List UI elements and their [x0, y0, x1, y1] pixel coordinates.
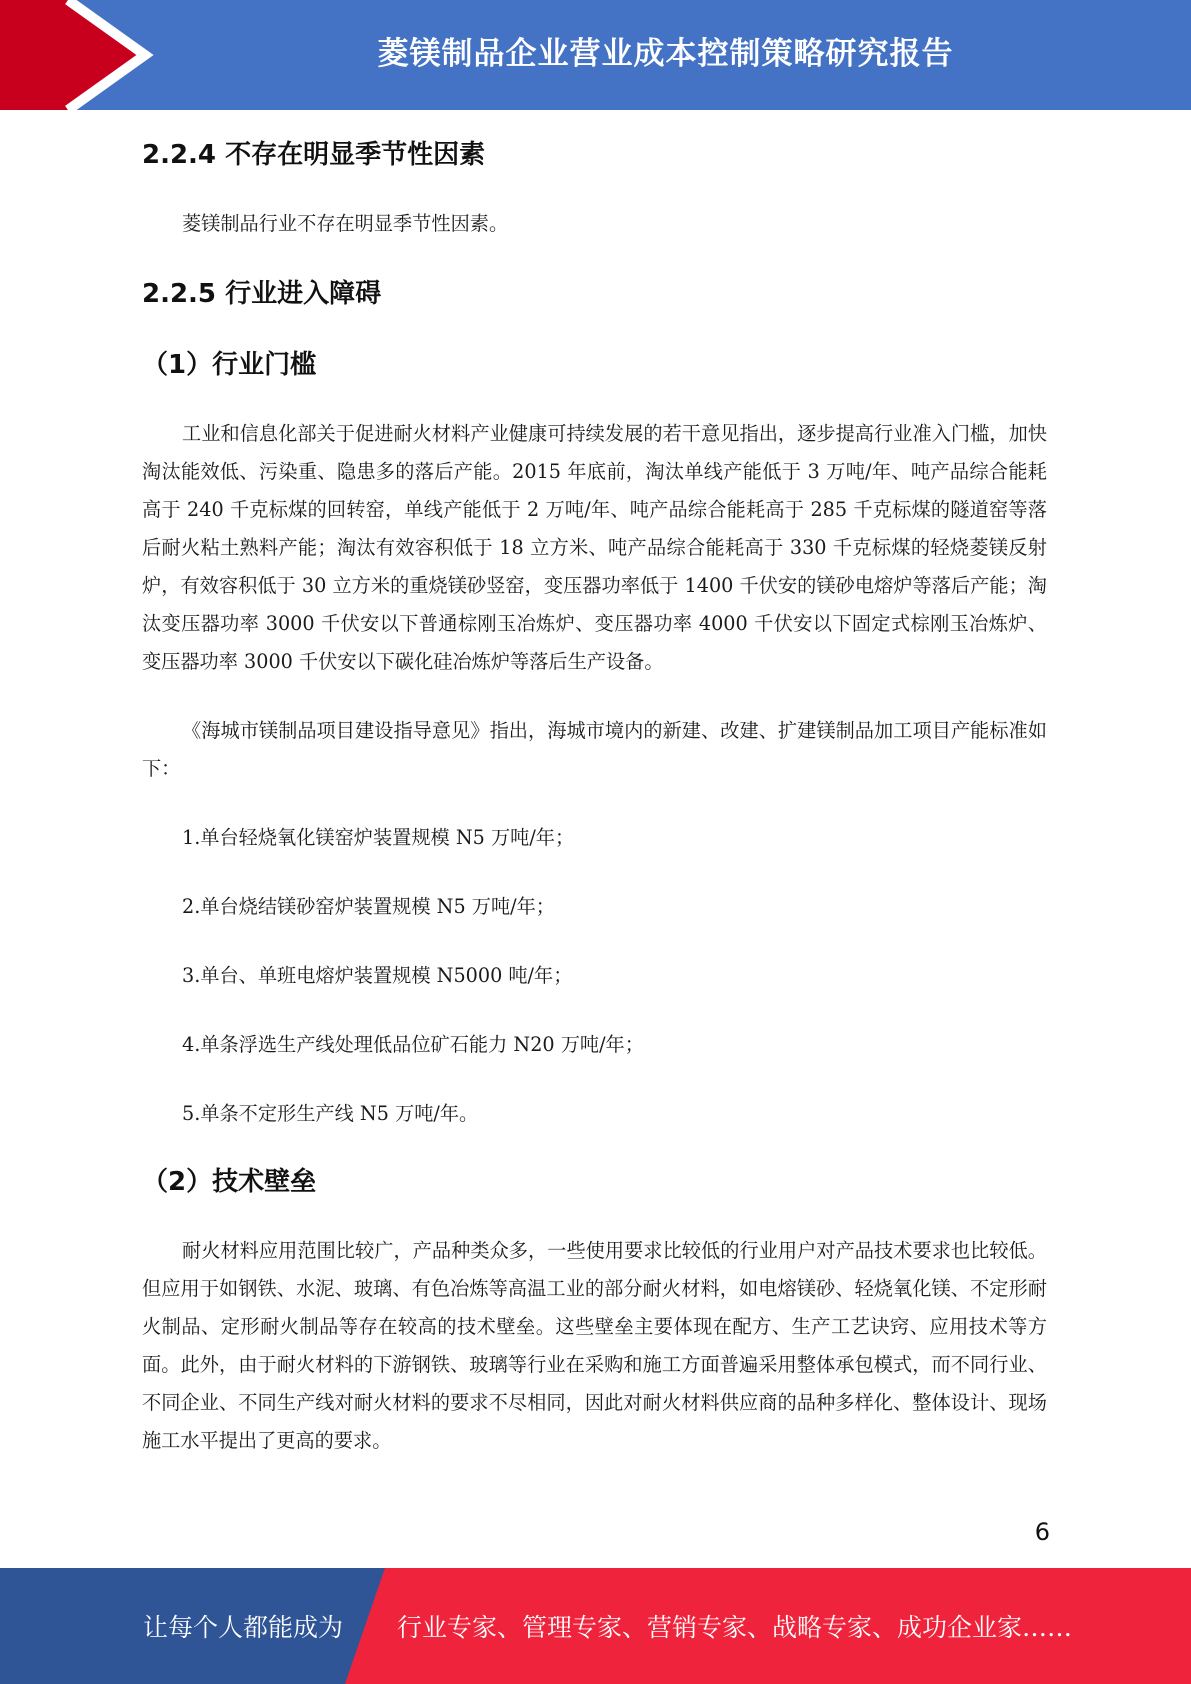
subheading-technical-barriers: （2）技术壁垒: [142, 1167, 317, 1197]
capacity-standard-item: 2.单台烧结镁砂窑炉装置规模 N5 万吨/年；: [182, 895, 555, 918]
technical-barriers-paragraph: 耐火材料应用范围比较广，产品种类众多，一些使用要求比较低的行业用户对产品技术要求也比较低。但应用于如钢铁、水泥、玻璃、有色冶炼等高温工业的部分耐火材料，如电熔镁砂、轻烧氧化镁、不定形耐火制品、定形耐火制品等存在较高的技术壁垒。这些壁垒主要体现在配方、生产工艺诀窍、应用技术等方面。此外，由于耐火材料的下游钢铁、玻璃等行业在采购和施工方面普遍采用整体承包模式，而不同行业、不同企业、不同生产线对耐火材料的要求不尽相同，因此对耐火材料供应商的品种多样化、整体设计、现场施工水平提出了更高的要求。: [142, 1239, 1047, 1452]
subheading-industry-threshold: （1）行业门槛: [142, 350, 317, 380]
section-heading-2-2-4: 2.2.4 不存在明显季节性因素: [142, 140, 486, 170]
section-heading-2-2-5: 2.2.5 行业进入障碍: [142, 279, 382, 309]
capacity-standard-item: 4.单条浮选生产线处理低品位矿石能力 N20 万吨/年；: [182, 1033, 644, 1056]
page-footer: [0, 1568, 1191, 1684]
footer-slogan-left: 让每个人都能成为: [143, 1613, 344, 1642]
page-content: [142, 126, 1047, 1460]
section-2-2-4-paragraph: 菱镁制品行业不存在明显季节性因素。: [182, 212, 509, 235]
industry-threshold-paragraph-2: 《海城市镁制品项目建设指导意见》指出，海城市境内的新建、改建、扩建镁制品加工项目产能标准如下：: [142, 719, 1047, 780]
page-header: [0, 0, 1191, 110]
page-number: 6: [1034, 1518, 1050, 1546]
report-title: 菱镁制品企业营业成本控制策略研究报告: [377, 36, 954, 72]
footer-slogan-right: 行业专家、管理专家、营销专家、战略专家、成功企业家……: [397, 1613, 1073, 1642]
capacity-standard-item: 5.单条不定形生产线 N5 万吨/年。: [182, 1102, 479, 1125]
capacity-standard-item: 3.单台、单班电熔炉装置规模 N5000 吨/年；: [182, 964, 573, 987]
industry-threshold-paragraph-1: 工业和信息化部关于促进耐火材料产业健康可持续发展的若干意见指出，逐步提高行业准入门槛，加快淘汰能效低、污染重、隐患多的落后产能。2015 年底前，淘汰单线产能低于 3 万吨/年、吨产品综合能耗高于 240 千克标煤的回转窑，单线产能低于 2 万吨/年、吨产品综合能耗高于 285 千克标煤的隧道窑等落后耐火粘土熟料产能；淘汰有效容积低于 18 立方米、吨产品综合能耗高于 330 千克标煤的轻烧菱镁反射炉，有效容积低于 30 立方米的重烧镁砂竖窑，变压器功率低于 1400 千伏安的镁砂电熔炉等落后产能；淘汰变压器功率 3000 千伏安以下普通棕刚玉冶炼炉、变压器功率 4000 千伏安以下固定式棕刚玉冶炼炉、变压器功率 3000 千伏安以下碳化硅冶炼炉等落后生产设备。: [142, 422, 1047, 673]
capacity-standard-item: 1.单台轻烧氧化镁窑炉装置规模 N5 万吨/年；: [182, 826, 575, 849]
